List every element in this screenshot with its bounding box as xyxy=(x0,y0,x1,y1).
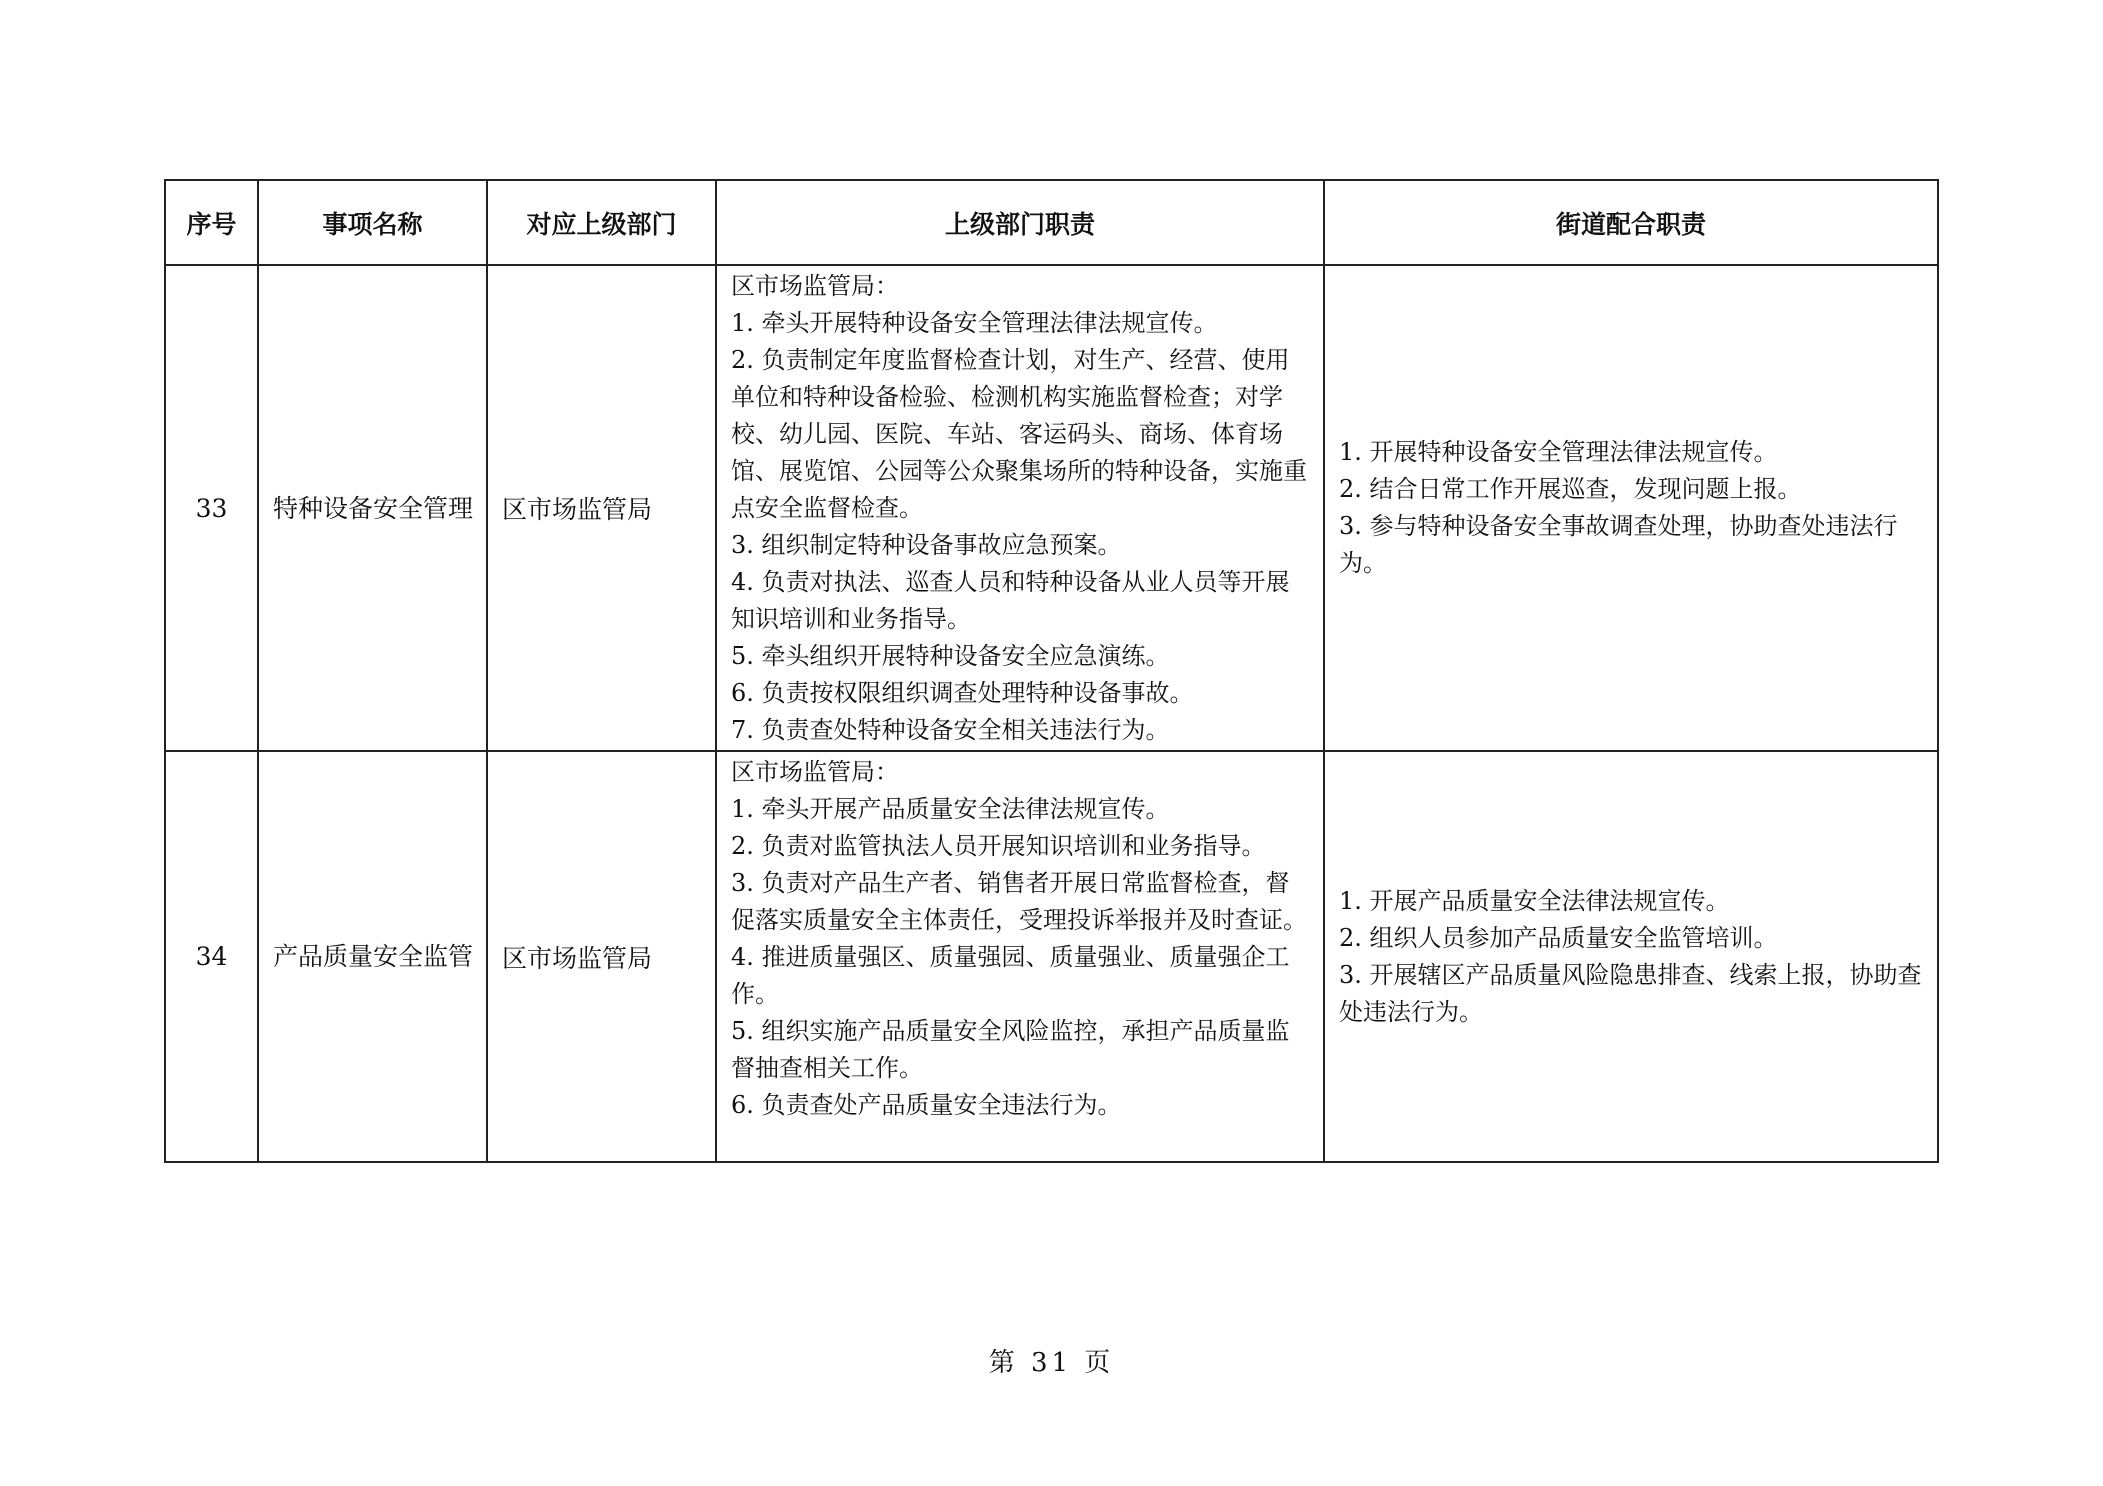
duty-line: 2. 负责对监管执法人员开展知识培训和业务指导。 xyxy=(731,832,1266,860)
item-name: 特种设备安全管理 xyxy=(258,265,487,751)
street-duty-line: 1. 开展特种设备安全管理法律法规宣传。 xyxy=(1339,438,1778,466)
row-number: 33 xyxy=(165,265,258,751)
table-row xyxy=(165,751,1938,1162)
duty-line: 6. 负责按权限组织调查处理特种设备事故。 xyxy=(731,679,1194,707)
duty-line: 3. 组织制定特种设备事故应急预案。 xyxy=(731,531,1122,559)
header-item-name: 事项名称 xyxy=(258,180,487,265)
duty-line: 区市场监管局： xyxy=(731,272,899,300)
superior-duty-cell xyxy=(716,265,1324,751)
superior-duty-cell xyxy=(716,751,1324,1162)
header-no: 序号 xyxy=(165,180,258,265)
page-number: 第 31 页 xyxy=(988,1348,1115,1378)
street-duty-line: 3. 开展辖区产品质量风险隐患排查、线索上报，协助查处违法行为。 xyxy=(1339,960,1922,1026)
superior-dept: 区市场监管局 xyxy=(487,265,716,751)
street-duty-line: 2. 组织人员参加产品质量安全监管培训。 xyxy=(1339,923,1778,952)
item-name: 产品质量安全监管 xyxy=(258,751,487,1162)
street-duty-line: 1. 开展产品质量安全法律法规宣传。 xyxy=(1339,886,1730,915)
header-superior-duty: 上级部门职责 xyxy=(716,180,1324,265)
street-duty-line: 3. 参与特种设备安全事故调查处理，协助查处违法行为。 xyxy=(1339,512,1898,577)
street-duty-line: 2. 结合日常工作开展巡查，发现问题上报。 xyxy=(1339,475,1802,503)
duty-line: 3. 负责对产品生产者、销售者开展日常监督检查，督促落实质量安全主体责任，受理投诉举报并及时查证。 xyxy=(731,869,1307,934)
duty-line: 区市场监管局： xyxy=(731,758,899,786)
header-superior-dept: 对应上级部门 xyxy=(487,180,716,265)
street-duty-cell xyxy=(1324,751,1938,1162)
duty-line: 1. 牵头开展特种设备安全管理法律法规宣传。 xyxy=(731,309,1218,337)
duty-line: 5. 组织实施产品质量安全风险监控，承担产品质量监督抽查相关工作。 xyxy=(731,1017,1290,1082)
duty-line: 1. 牵头开展产品质量安全法律法规宣传。 xyxy=(731,795,1170,823)
duty-line: 6. 负责查处产品质量安全违法行为。 xyxy=(731,1091,1122,1119)
row-number: 34 xyxy=(165,751,258,1162)
duty-table xyxy=(164,179,1939,1163)
table-row xyxy=(165,265,1938,751)
duty-line: 4. 负责对执法、巡查人员和特种设备从业人员等开展知识培训和业务指导。 xyxy=(731,568,1290,633)
duty-line: 7. 负责查处特种设备安全相关违法行为。 xyxy=(731,716,1170,744)
duty-line: 2. 负责制定年度监督检查计划，对生产、经营、使用单位和特种设备检验、检测机构实施监督检查；对学校、幼儿园、医院、车站、客运码头、商场、体育场馆、展览馆、公园等公众聚集场所的特种设备，实施重点安全监督检查。 xyxy=(731,346,1307,522)
street-duty-cell xyxy=(1324,265,1938,751)
header-street-duty: 街道配合职责 xyxy=(1324,180,1938,265)
duty-line: 4. 推进质量强区、质量强园、质量强业、质量强企工作。 xyxy=(731,943,1290,1008)
superior-dept: 区市场监管局 xyxy=(487,751,716,1162)
duty-line: 5. 牵头组织开展特种设备安全应急演练。 xyxy=(731,642,1170,670)
table-header-row xyxy=(165,180,1938,265)
